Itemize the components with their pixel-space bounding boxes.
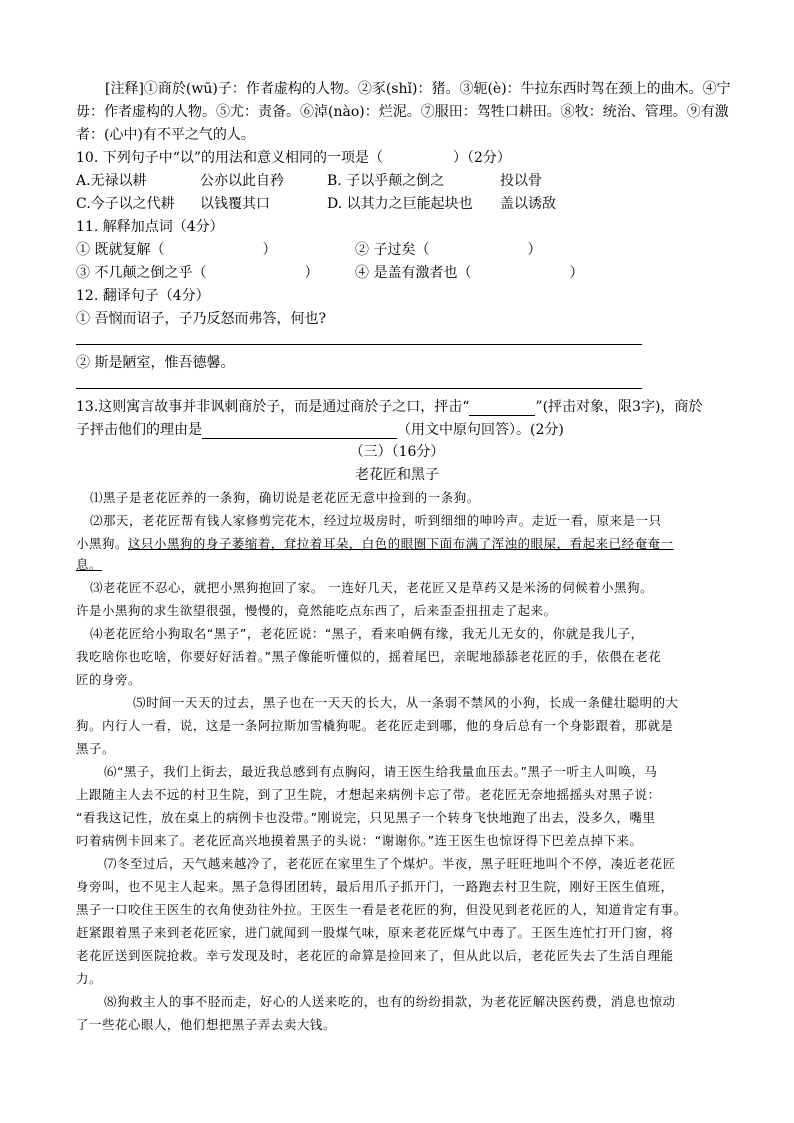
q10-option-c-2: 以钱覆其口 <box>200 196 270 212</box>
q11-item-3[interactable]: ③ 不几颠之倒之乎（ ） <box>76 265 319 281</box>
story-p4-line-2: 我吃啥你也吃啥，你要好好活着。”黑子像能听懂似的，摇着尾巴，亲昵地舔舔老花匠的手，依偎在老花 <box>76 649 662 664</box>
story-p2-plain: 小黑狗。 <box>76 536 128 551</box>
q11-stem: 11. 解释加点词（4分） <box>76 219 224 235</box>
story-p3-line-1: ⑶老花匠不忍心，就把小黑狗抱回了家。 一连好几天，老花匠又是草药又是米汤的伺候着小黑狗。 <box>90 580 654 595</box>
q13-line-1 <box>76 398 702 416</box>
q11-item-4[interactable]: ④ 是盖有激者也（ ） <box>355 265 584 281</box>
notes-line-1: [注释]①商於(wū)子：作者虚构的人物。②豕(shǐ)：猪。③轭(è)：牛拉东西时驾在颈上的曲木。④宁 <box>105 81 731 97</box>
story-p2-underlined: 这只小黑狗的身子萎缩着，耷拉着耳朵，白色的眼圈下面布满了浑浊的眼屎，看起来已经奄奄一 <box>127 536 674 551</box>
story-p7-line-2: 身旁叫，也不见主人起来。黑子急得团团转，最后用爪子抓开门，一路跑去村卫生院，刚好王医生值班， <box>76 879 674 894</box>
q12-sentence-1: ① 吾悯而诏子，子乃反怒而弗答，何也? <box>76 311 326 327</box>
story-p5-line-1: ⑸时间一天天的过去，黑子也在一天天的长大，从一条弱不禁风的小狗，长成一条健壮聪明的大 <box>133 695 679 710</box>
story-p1: ⑴黑子是老花匠养的一条狗，确切说是老花匠无意中捡到的一条狗。 <box>90 490 480 505</box>
q12-stem: 12. 翻译句子（4分） <box>76 288 210 304</box>
q13-text-2: ”(抨击对象，限3字)，商於 <box>535 399 703 415</box>
story-p3-line-2: 许是小黑狗的求生欲望很强，慢慢的，竟然能吃点东西了，后来歪歪扭扭走了起来。 <box>76 603 557 618</box>
q10-option-b-2: 投以骨 <box>500 173 542 189</box>
q13-text-3: 子抨击他们的理由是 <box>76 422 202 438</box>
story-p2-line-1: ⑵那天，老花匠帮有钱人家修剪完花木，经过垃圾房时，听到细细的呻吟声。走近一看，原来是一只 <box>90 513 662 528</box>
q13-line-2 <box>76 421 564 439</box>
section-heading: （三）（16分） <box>349 444 445 460</box>
notes-line-3: 者：(心中)有不平之气的人。 <box>76 127 255 143</box>
q10-option-c-1: C.今子以之代耕 <box>76 196 175 212</box>
story-p6-line-4: 叼着病例卡回来了。老花匠高兴地摸着黑子的头说：“谢谢你。”连王医生也惊讶得下巴差点掉下来。 <box>76 833 643 848</box>
q10-option-d-2: 盖以诱敌 <box>500 196 556 212</box>
story-p7-line-1: ⑺冬至过后，天气越来越冷了，老花匠在家里生了个煤炉。半夜，黑子旺旺地叫个不停，凑近老花匠 <box>104 856 676 871</box>
q10-option-a-1: A.无禄以耕 <box>76 173 147 189</box>
q11-item-1[interactable]: ① 既就复解（ ） <box>76 242 277 258</box>
story-p5-line-3: 黑子。 <box>76 741 115 756</box>
notes-line-2: 毋：作者虚构的人物。⑤尤：责备。⑥淖(nào)：烂泥。⑦服田：驾牲口耕田。⑧牧：统治、管理。⑨有激 <box>76 104 729 120</box>
q12-answer-line-2[interactable] <box>76 388 642 389</box>
story-p6-line-3: “看我这记性，放在桌上的病例卡也没带。”刚说完，只见黑子一个转身飞快地跑了出去，没多久，嘴里 <box>76 810 656 825</box>
story-p4-line-1: ⑷老花匠给小狗取名“黑子”，老花匠说：“黑子，看来咱俩有缘，我无儿无女的，你就是我儿子， <box>90 626 644 641</box>
story-p6-line-1: ⑹“黑子，我们上街去，最近我总感到有点胸闷，请王医生给我量血压去。”黑子一听主人叫唤，马 <box>104 764 658 779</box>
story-p6-line-2: 上跟随主人去不远的村卫生院，到了卫生院，才想起来病例卡忘了带。老花匠无奈地摇摇头对黑子说： <box>76 787 661 802</box>
q13-blank-reason[interactable] <box>202 424 397 439</box>
q10-stem: 10. 下列句子中“以”的用法和意义相同的一项是（ ）（2分） <box>76 150 511 166</box>
q13-text-1: 13.这则寓言故事并非讽刺商於子，而是通过商於子之口，抨击“ <box>76 399 470 415</box>
story-p5-line-2: 狗。内行人一看，说，这是一条阿拉斯加雪橇狗呢。老花匠走到哪，他的身后总有一个身影跟着，那就是 <box>76 718 674 733</box>
story-p4-line-3: 匠的身旁。 <box>76 672 141 687</box>
story-p2-underlined-end: 息。 <box>76 557 102 572</box>
q13-blank-target[interactable] <box>469 401 535 416</box>
story-p8-line-2: 了一些花心眼人，他们想把黑子弄去卖大钱。 <box>76 1017 336 1032</box>
q10-option-a-2: 公亦以此自矜 <box>200 173 284 189</box>
q12-sentence-2: ② 斯是陋室，惟吾德馨。 <box>76 355 235 371</box>
story-p7-line-3: 黑子一口咬住王医生的衣角使劲往外拉。王医生一看是老花匠的狗，但没见到老花匠的人，知道肯定有事。 <box>76 902 687 917</box>
story-p2-line-2 <box>76 535 674 553</box>
q11-item-2[interactable]: ② 子过矣（ ） <box>355 242 542 258</box>
story-title: 老花匠和黑子 <box>355 467 439 483</box>
story-p7-line-4: 赶紧跟着黑子来到老花匠家，进门就闻到一股煤气味，原来老花匠煤气中毒了。王医生连忙打开门窗，将 <box>76 925 674 940</box>
story-p7-line-5: 老花匠送到医院抢救。幸亏发现及时，老花匠的命算是捡回来了，但从此以后，老花匠失去了生活自理能 <box>76 948 674 963</box>
story-p8-line-1: ⑻狗救主人的事不胫而走，好心的人送来吃的，也有的纷纷捐款，为老花匠解决医药费，消息也惊动 <box>104 994 676 1009</box>
q10-option-d-1: D. 以其力之巨能起块也 <box>327 196 473 212</box>
q10-option-b-1: B. 子以乎颠之倒之 <box>327 173 445 189</box>
q12-answer-line-1[interactable] <box>76 344 642 345</box>
story-p7-line-6: 力。 <box>76 971 102 986</box>
story-p2-line-3 <box>76 556 102 574</box>
q13-text-4: （用文中原句回答）。(2分) <box>397 422 564 438</box>
